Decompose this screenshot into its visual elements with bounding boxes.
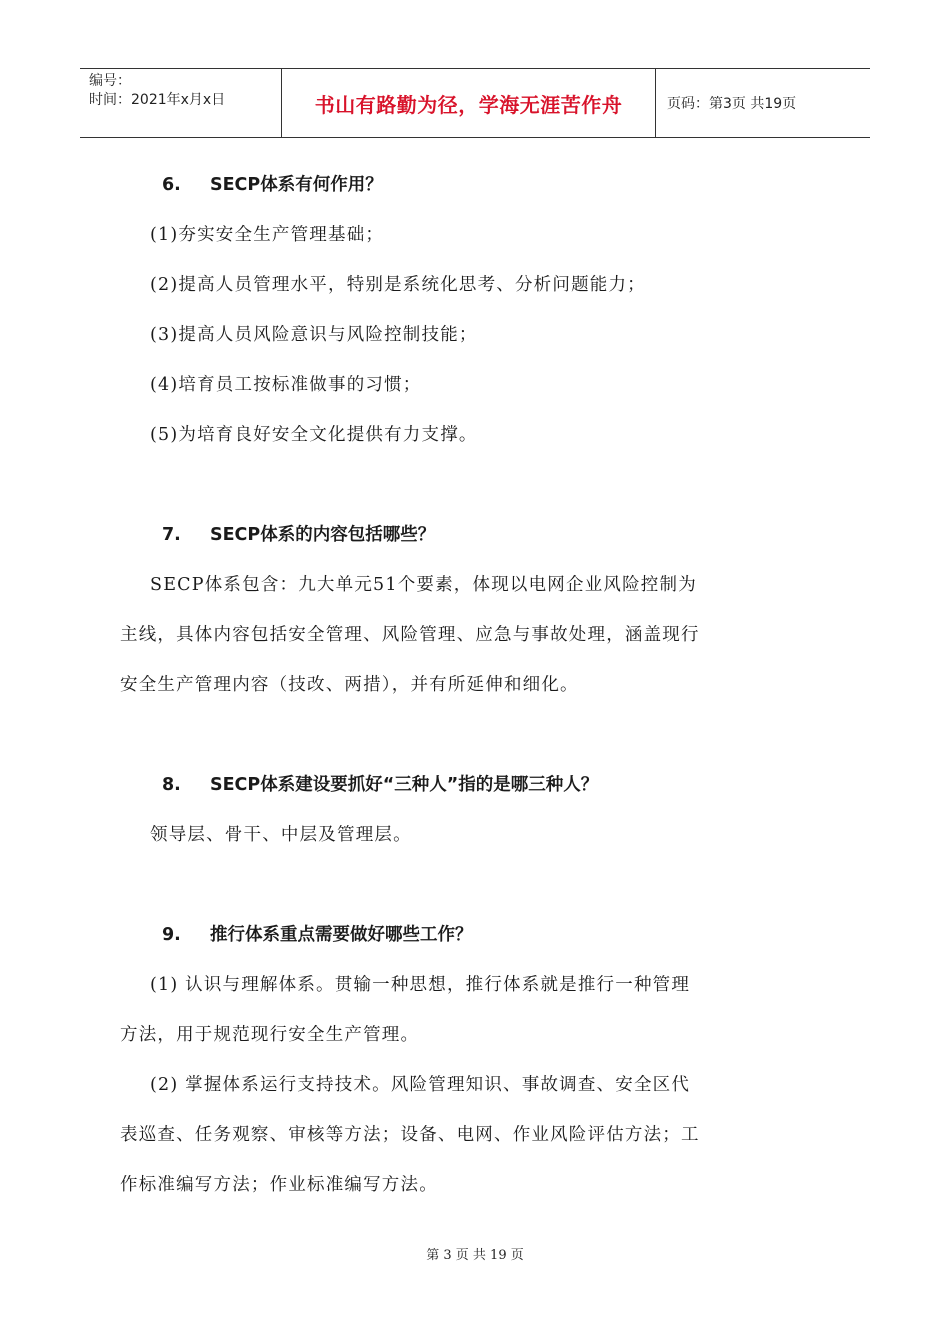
question-heading-7 — [120, 510, 820, 560]
answer-line: 表巡查、任务观察、审核等方法；设备、电网、作业风险评估方法；工 — [120, 1125, 700, 1145]
question-title: SECP体系建设要抓好“三种人”指的是哪三种人？ — [210, 775, 599, 795]
page-header — [80, 68, 870, 138]
question-title: SECP体系的内容包括哪些？ — [210, 525, 436, 545]
page-footer: 第 3 页 共 19 页 — [426, 1248, 524, 1263]
answer-line: (3)提高人员风险意识与风险控制技能； — [150, 325, 478, 345]
header-motto: 书山有路勤为径，学海无涯苦作舟 — [282, 69, 656, 137]
question-heading-9 — [120, 910, 820, 960]
header-page-info: 页码：第3页 共19页 — [667, 96, 797, 112]
answer-line: 方法，用于规范现行安全生产管理。 — [120, 1025, 420, 1045]
answer-line: 安全生产管理内容（技改、两措），并有所延伸和细化。 — [120, 675, 579, 695]
question-title: SECP体系有何作用？ — [210, 175, 383, 195]
time-label: 时间：2021年x月x日 — [89, 92, 226, 108]
question-number: 7. — [162, 525, 181, 545]
answer-line: SECP体系包含：九大单元51个要素，体现以电网企业风险控制为 — [150, 575, 697, 595]
answer-line: 作标准编写方法；作业标准编写方法。 — [120, 1175, 438, 1195]
question-number: 6. — [162, 175, 181, 195]
answer-line: 主线，具体内容包括安全管理、风险管理、应急与事故处理，涵盖现行 — [120, 625, 700, 645]
document-body — [120, 160, 820, 1210]
answer-line: 领导层、骨干、中层及管理层。 — [150, 825, 412, 845]
id-label: 编号： — [89, 73, 131, 89]
question-heading-8 — [120, 760, 820, 810]
question-heading-6 — [120, 160, 820, 210]
answer-line: (1) 认识与理解体系。贯输一种思想，推行体系就是推行一种管理 — [150, 975, 691, 995]
header-meta — [80, 69, 282, 137]
answer-line: (4)培育员工按标准做事的习惯； — [150, 375, 422, 395]
answer-line: (2) 掌握体系运行支持技术。风险管理知识、事故调查、安全区代 — [150, 1075, 691, 1095]
answer-line: (5)为培育良好安全文化提供有力支撑。 — [150, 425, 478, 445]
question-number: 8. — [162, 775, 181, 795]
answer-line: (1)夯实安全生产管理基础； — [150, 225, 385, 245]
question-title: 推行体系重点需要做好哪些工作？ — [210, 925, 473, 945]
answer-line: (2)提高人员管理水平，特别是系统化思考、分析问题能力； — [150, 275, 646, 295]
question-number: 9. — [162, 925, 181, 945]
